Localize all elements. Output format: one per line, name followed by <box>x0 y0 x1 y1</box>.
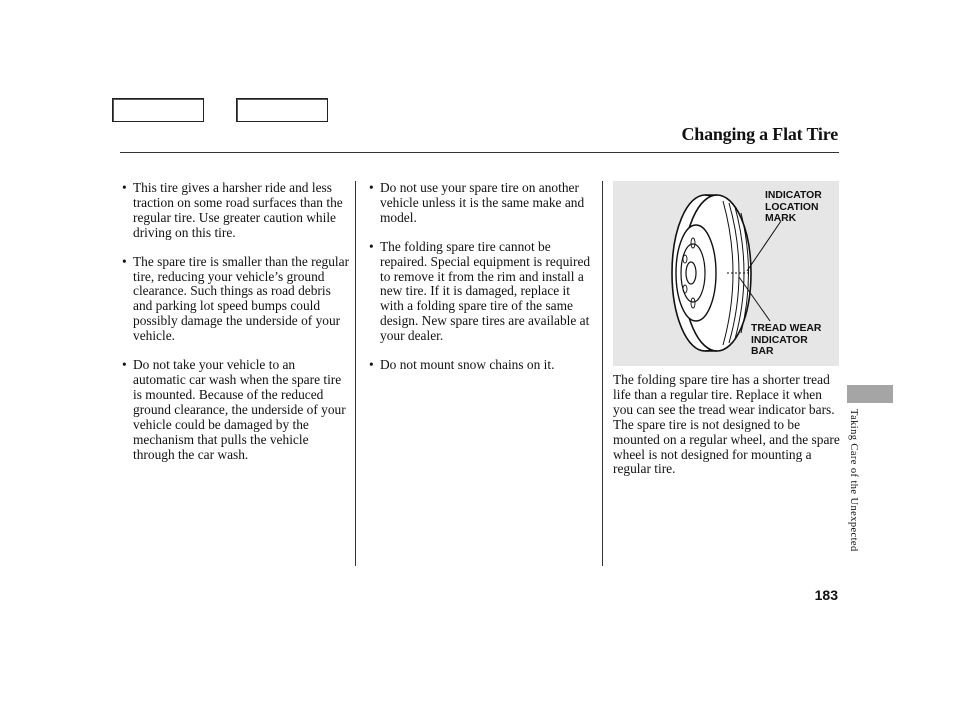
tread-wear-indicator-bar-label: TREAD WEAR INDICATOR BAR <box>751 323 822 357</box>
left-column <box>122 181 350 476</box>
bullet-ground-clearance: • The spare tire is smaller than the regular tire, reducing your vehicle’s ground clearance. Such things as road debris and parking lot speed bumps could possibly damage the underside of your vehicle. <box>122 255 350 344</box>
spare-tire-figure <box>613 181 839 366</box>
bullet-harsher-ride: • This tire gives a harsher ride and less traction on some road surfaces than the regular tire. Use greater caution while driving on this tire. <box>122 181 350 241</box>
right-column <box>613 373 841 477</box>
spare-tire-tread-paragraph: The folding spare tire has a shorter tread life than a regular tire. Replace it when you can see the tread wear indicator bars. The spare tire is not designed to be mounted on a regular wheel, and the spare wheel is not designed for mounting a regular tire. <box>613 372 840 477</box>
section-tab <box>847 385 893 403</box>
nav-box-previous[interactable] <box>112 98 204 122</box>
bullet-snow-chains: • Do not mount snow chains on it. <box>369 358 597 373</box>
middle-column <box>369 181 597 387</box>
header-rule <box>120 152 839 153</box>
bullet-car-wash: • Do not take your vehicle to an automatic car wash when the spare tire is mounted. Because of the reduced ground clearance, the underside of your vehicle could be damaged by the mechanism that pulls the vehicle through the car wash. <box>122 358 350 462</box>
indicator-location-mark-label: INDICATOR LOCATION MARK <box>765 190 822 224</box>
bullet-cannot-repair: • The folding spare tire cannot be repaired. Special equipment is required to remove it from the rim and install a new tire. If it is damaged, replace it with a folding spare tire of the same design. New spare tires are available at your dealer. <box>369 240 597 344</box>
nav-box-next[interactable] <box>236 98 328 122</box>
section-label: Taking Care of the Unexpected <box>848 409 859 552</box>
page-number: 183 <box>814 587 838 603</box>
page-title: Changing a Flat Tire <box>681 124 838 144</box>
column-divider-1 <box>355 181 356 566</box>
column-divider-2 <box>602 181 603 566</box>
bullet-other-vehicle: • Do not use your spare tire on another vehicle unless it is the same make and model. <box>369 181 597 226</box>
